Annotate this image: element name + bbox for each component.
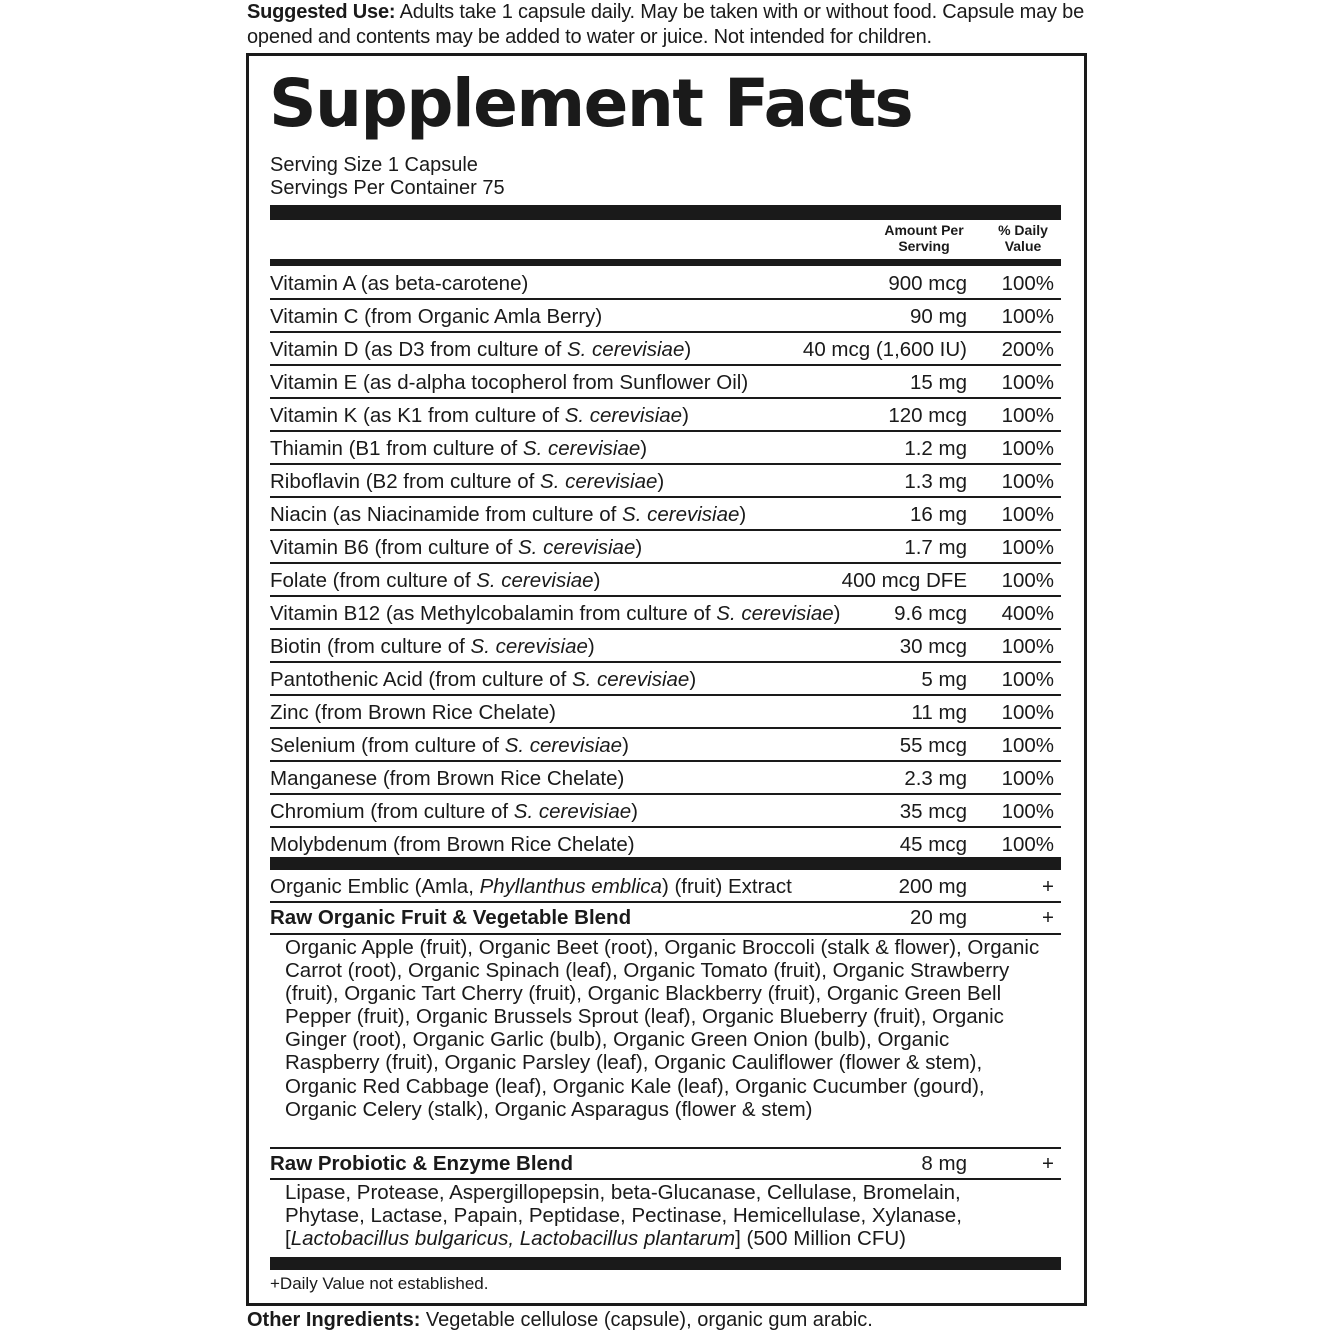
nutrient-name: Chromium (from culture of S. cerevisiae): [270, 800, 638, 823]
nutrient-daily-value: 100%: [1001, 503, 1054, 526]
nutrient-daily-value: 100%: [1001, 371, 1054, 394]
nutrient-amount: 900 mcg: [888, 272, 967, 295]
thick-divider: [270, 205, 1061, 220]
nutrient-name: Folate (from culture of S. cerevisiae): [270, 569, 601, 592]
nutrient-amount: 9.6 mcg: [894, 602, 967, 625]
nutrient-amount: 1.3 mg: [904, 470, 967, 493]
serving-info: [270, 154, 505, 200]
amount-per-serving-header: Amount Per Serving: [884, 222, 964, 254]
thick-divider: [270, 857, 1061, 870]
fruit-veg-blend-ingredients: Organic Apple (fruit), Organic Beet (root), Organic Broccoli (stalk & flower), Organic Carrot (root), Organic Spinach (leaf), Organic Tomato (fruit), Organic Strawberry (fruit), Organic Tart Cherry (fruit), Organic Blackberry (fruit), Organic Green Bell Pepper (fruit), Organic Brussels Sprout (leaf), Organic Blueberry (fruit), Organic Ginger (root), Organic Garlic (bulb), Organic Green Onion (bulb), Organic Raspberry (fruit), Organic Parsley (leaf), Organic Cauliflower (flower & stem), Organic Red Cabbage (leaf), Organic Kale (leaf), Organic Cucumber (gourd), Organic Celery (stalk), Organic Asparagus (flower & stem): [285, 936, 1040, 1121]
nutrient-daily-value: 100%: [1001, 437, 1054, 460]
serving-size: Serving Size 1 Capsule: [270, 154, 478, 176]
extract-row: [270, 870, 1061, 903]
nutrient-amount: 5 mg: [921, 668, 967, 691]
nutrient-name: Vitamin D (as D3 from culture of S. cerevisiae): [270, 338, 692, 361]
extract-dv: +: [1042, 875, 1054, 898]
extract-amount: 200 mg: [898, 875, 967, 898]
supplement-facts-panel: [246, 53, 1087, 1306]
nutrient-daily-value: 100%: [1001, 701, 1054, 724]
nutrient-row: [270, 432, 1061, 465]
nutrient-amount: 11 mg: [911, 701, 967, 724]
nutrient-daily-value: 100%: [1001, 734, 1054, 757]
nutrient-row: [270, 366, 1061, 399]
nutrient-row: [270, 729, 1061, 762]
nutrient-row: [270, 795, 1061, 828]
suggested-use-label: Suggested Use:: [247, 1, 396, 23]
nutrient-name: Vitamin A (as beta-carotene): [270, 272, 529, 295]
nutrient-amount: 120 mcg: [888, 404, 967, 427]
nutrient-row: [270, 663, 1061, 696]
probiotic-blend-dv: +: [1042, 1152, 1054, 1175]
nutrient-name: Niacin (as Niacinamide from culture of S. cerevisiae): [270, 503, 747, 526]
nutrient-row: [270, 564, 1061, 597]
probiotic-blend-name: Raw Probiotic & Enzyme Blend: [270, 1152, 573, 1175]
nutrient-amount: 1.2 mg: [904, 437, 967, 460]
nutrient-name: Vitamin E (as d-alpha tocopherol from Sunflower Oil): [270, 371, 749, 394]
nutrient-amount: 30 mcg: [899, 635, 967, 658]
nutrient-name: Vitamin K (as K1 from culture of S. cerevisiae): [270, 404, 689, 427]
nutrient-row: [270, 498, 1061, 531]
nutrient-row: [270, 696, 1061, 729]
nutrient-daily-value: 200%: [1001, 338, 1054, 361]
nutrient-name: Riboflavin (B2 from culture of S. cerevisiae): [270, 470, 665, 493]
daily-value-header: % Daily Value: [998, 222, 1048, 254]
nutrient-name: Thiamin (B1 from culture of S. cerevisiae): [270, 437, 648, 460]
nutrient-daily-value: 100%: [1001, 668, 1054, 691]
nutrient-row: [270, 300, 1061, 333]
nutrient-name: Zinc (from Brown Rice Chelate): [270, 701, 556, 724]
nutrient-row: [270, 597, 1061, 630]
nutrient-daily-value: 100%: [1001, 833, 1054, 856]
nutrient-amount: 35 mcg: [899, 800, 967, 823]
nutrient-amount: 400 mcg DFE: [841, 569, 967, 592]
nutrient-row: [270, 399, 1061, 432]
nutrient-name: Biotin (from culture of S. cerevisiae): [270, 635, 595, 658]
other-ingredients: [247, 1307, 873, 1333]
nutrient-daily-value: 100%: [1001, 569, 1054, 592]
probiotic-blend-amount: 8 mg: [921, 1152, 967, 1175]
nutrient-row: [270, 267, 1061, 300]
nutrient-daily-value: 100%: [1001, 470, 1054, 493]
nutrient-amount: 16 mg: [910, 503, 967, 526]
nutrient-row: [270, 762, 1061, 795]
nutrient-daily-value: 100%: [1001, 767, 1054, 790]
nutrient-daily-value: 400%: [1001, 602, 1054, 625]
row-divider: [270, 1178, 1061, 1180]
suggested-use: [247, 0, 1087, 50]
fruit-veg-blend-name: Raw Organic Fruit & Vegetable Blend: [270, 906, 632, 929]
thick-divider: [270, 1257, 1061, 1270]
nutrient-daily-value: 100%: [1001, 635, 1054, 658]
nutrient-amount: 90 mg: [910, 305, 967, 328]
row-divider: [270, 933, 1061, 935]
footnote: +Daily Value not established.: [270, 1274, 489, 1293]
other-ingredients-text: Vegetable cellulose (capsule), organic gum arabic.: [420, 1309, 873, 1331]
nutrient-amount: 40 mcg (1,600 IU): [802, 338, 967, 361]
nutrient-name: Selenium (from culture of S. cerevisiae): [270, 734, 629, 757]
nutrient-daily-value: 100%: [1001, 800, 1054, 823]
nutrient-daily-value: 100%: [1001, 404, 1054, 427]
column-headers: [270, 222, 1061, 262]
fruit-veg-blend-row: [270, 901, 1061, 934]
nutrient-row: [270, 465, 1061, 498]
nutrient-daily-value: 100%: [1001, 272, 1054, 295]
nutrient-amount: 15 mg: [910, 371, 967, 394]
fruit-veg-blend-dv: +: [1042, 906, 1054, 929]
nutrient-name: Pantothenic Acid (from culture of S. cerevisiae): [270, 668, 697, 691]
nutrient-amount: 55 mcg: [899, 734, 967, 757]
nutrient-daily-value: 100%: [1001, 305, 1054, 328]
nutrient-daily-value: 100%: [1001, 536, 1054, 559]
medium-divider: [270, 259, 1061, 266]
other-ingredients-label: Other Ingredients:: [247, 1309, 421, 1331]
probiotic-blend-row: [270, 1147, 1061, 1180]
extract-name: Organic Emblic (Amla, Phyllanthus emblica) (fruit) Extract: [270, 875, 792, 898]
probiotic-blend-ingredients: Lipase, Protease, Aspergillopepsin, beta-Glucanase, Cellulase, Bromelain, Phytase, Lactase, Papain, Peptidase, Pectinase, Hemicellulase, Xylanase, [Lactobacillus bulgaricus, Lactobacillus plantarum] (500 Million CFU): [285, 1181, 962, 1251]
nutrient-row: [270, 630, 1061, 663]
fruit-veg-blend-amount: 20 mg: [910, 906, 967, 929]
suggested-use-text: Adults take 1 capsule daily. May be taken with or without food. Capsule may be opened and contents may be added to water or juice. Not intended for children.: [247, 1, 1085, 48]
nutrient-name: Manganese (from Brown Rice Chelate): [270, 767, 625, 790]
nutrient-row: [270, 531, 1061, 564]
nutrient-amount: 45 mcg: [899, 833, 967, 856]
nutrient-amount: 2.3 mg: [904, 767, 967, 790]
nutrient-name: Vitamin B6 (from culture of S. cerevisiae): [270, 536, 643, 559]
nutrient-name: Molybdenum (from Brown Rice Chelate): [270, 833, 635, 856]
panel-title: Supplement Facts: [269, 65, 913, 142]
nutrient-name: Vitamin B12 (as Methylcobalamin from culture of S. cerevisiae): [270, 602, 841, 625]
nutrient-amount: 1.7 mg: [904, 536, 967, 559]
servings-per-container: Servings Per Container 75: [270, 177, 505, 199]
nutrient-row: [270, 333, 1061, 366]
nutrient-name: Vitamin C (from Organic Amla Berry): [270, 305, 603, 328]
